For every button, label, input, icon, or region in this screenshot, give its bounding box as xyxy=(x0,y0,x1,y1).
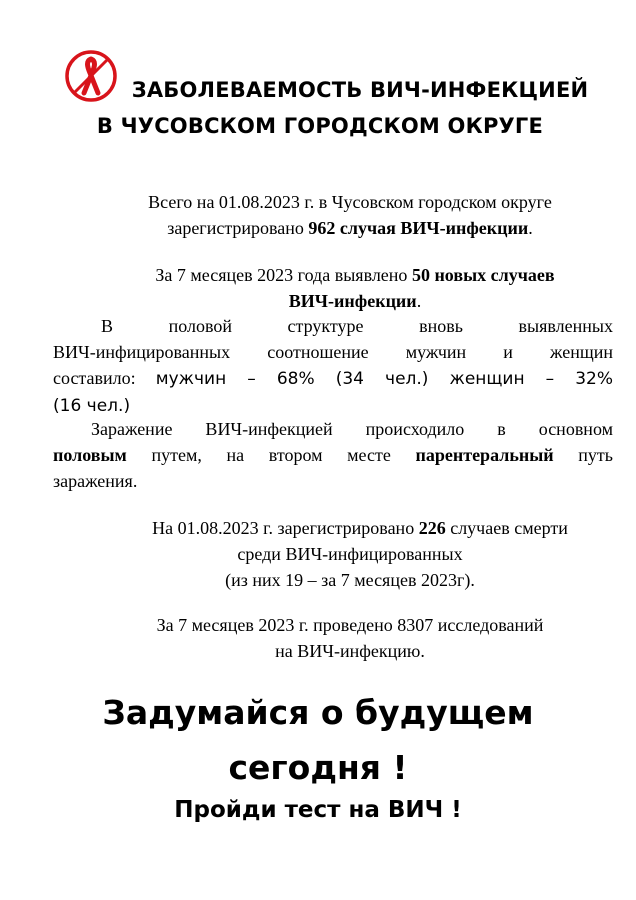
title-line-2: В ЧУСОВСКОМ ГОРОДСКОМ ОКРУГЕ xyxy=(96,114,544,138)
slogan-line-2: сегодня ! xyxy=(228,748,408,787)
paragraph-transmission: Заражение ВИЧ-инфекцией происходило в основном половым путем, на втором месте парентеральный путь заражения. xyxy=(53,419,613,491)
paragraph-gender: В половой структуре вновь выявленных ВИЧ-инфицированных соотношение мужчин и женщин составило: мужчин – 68% (34 чел.) женщин – 32% (16 чел.) xyxy=(53,316,613,416)
paragraph-total-line-1: Всего на 01.08.2023 г. в Чусовском городском округе xyxy=(148,192,552,212)
paragraph-tests: За 7 месяцев 2023 г. проведено 8307 исследований на ВИЧ-инфекцию. xyxy=(156,615,544,661)
slogan-line-1: Задумайся о будущем xyxy=(102,693,534,732)
paragraph-new-cases: За 7 месяцев 2023 года выявлено 50 новых случаев ВИЧ-инфекции. xyxy=(155,265,555,311)
gender-ratio: мужчин – 68% (34 чел.) женщин – 32% xyxy=(155,369,613,389)
paragraph-total-line-2: зарегистрировано 962 случая ВИЧ-инфекции. xyxy=(167,218,533,238)
paragraph-total xyxy=(100,189,600,241)
slogan-line-3: Пройди тест на ВИЧ ! xyxy=(174,797,462,823)
paragraph-deaths: На 01.08.2023 г. зарегистрировано 226 случаев смерти среди ВИЧ-инфицированных (из них 19 – за 7 месяцев 2023г). xyxy=(152,518,568,590)
total-cases: 962 случая ВИЧ-инфекции xyxy=(308,218,529,238)
title-line-1: ЗАБОЛЕВАЕМОСТЬ ВИЧ-ИНФЕКЦИЕЙ xyxy=(131,78,589,102)
new-cases: 50 новых случаев xyxy=(411,265,555,285)
death-count: 226 xyxy=(418,518,446,538)
